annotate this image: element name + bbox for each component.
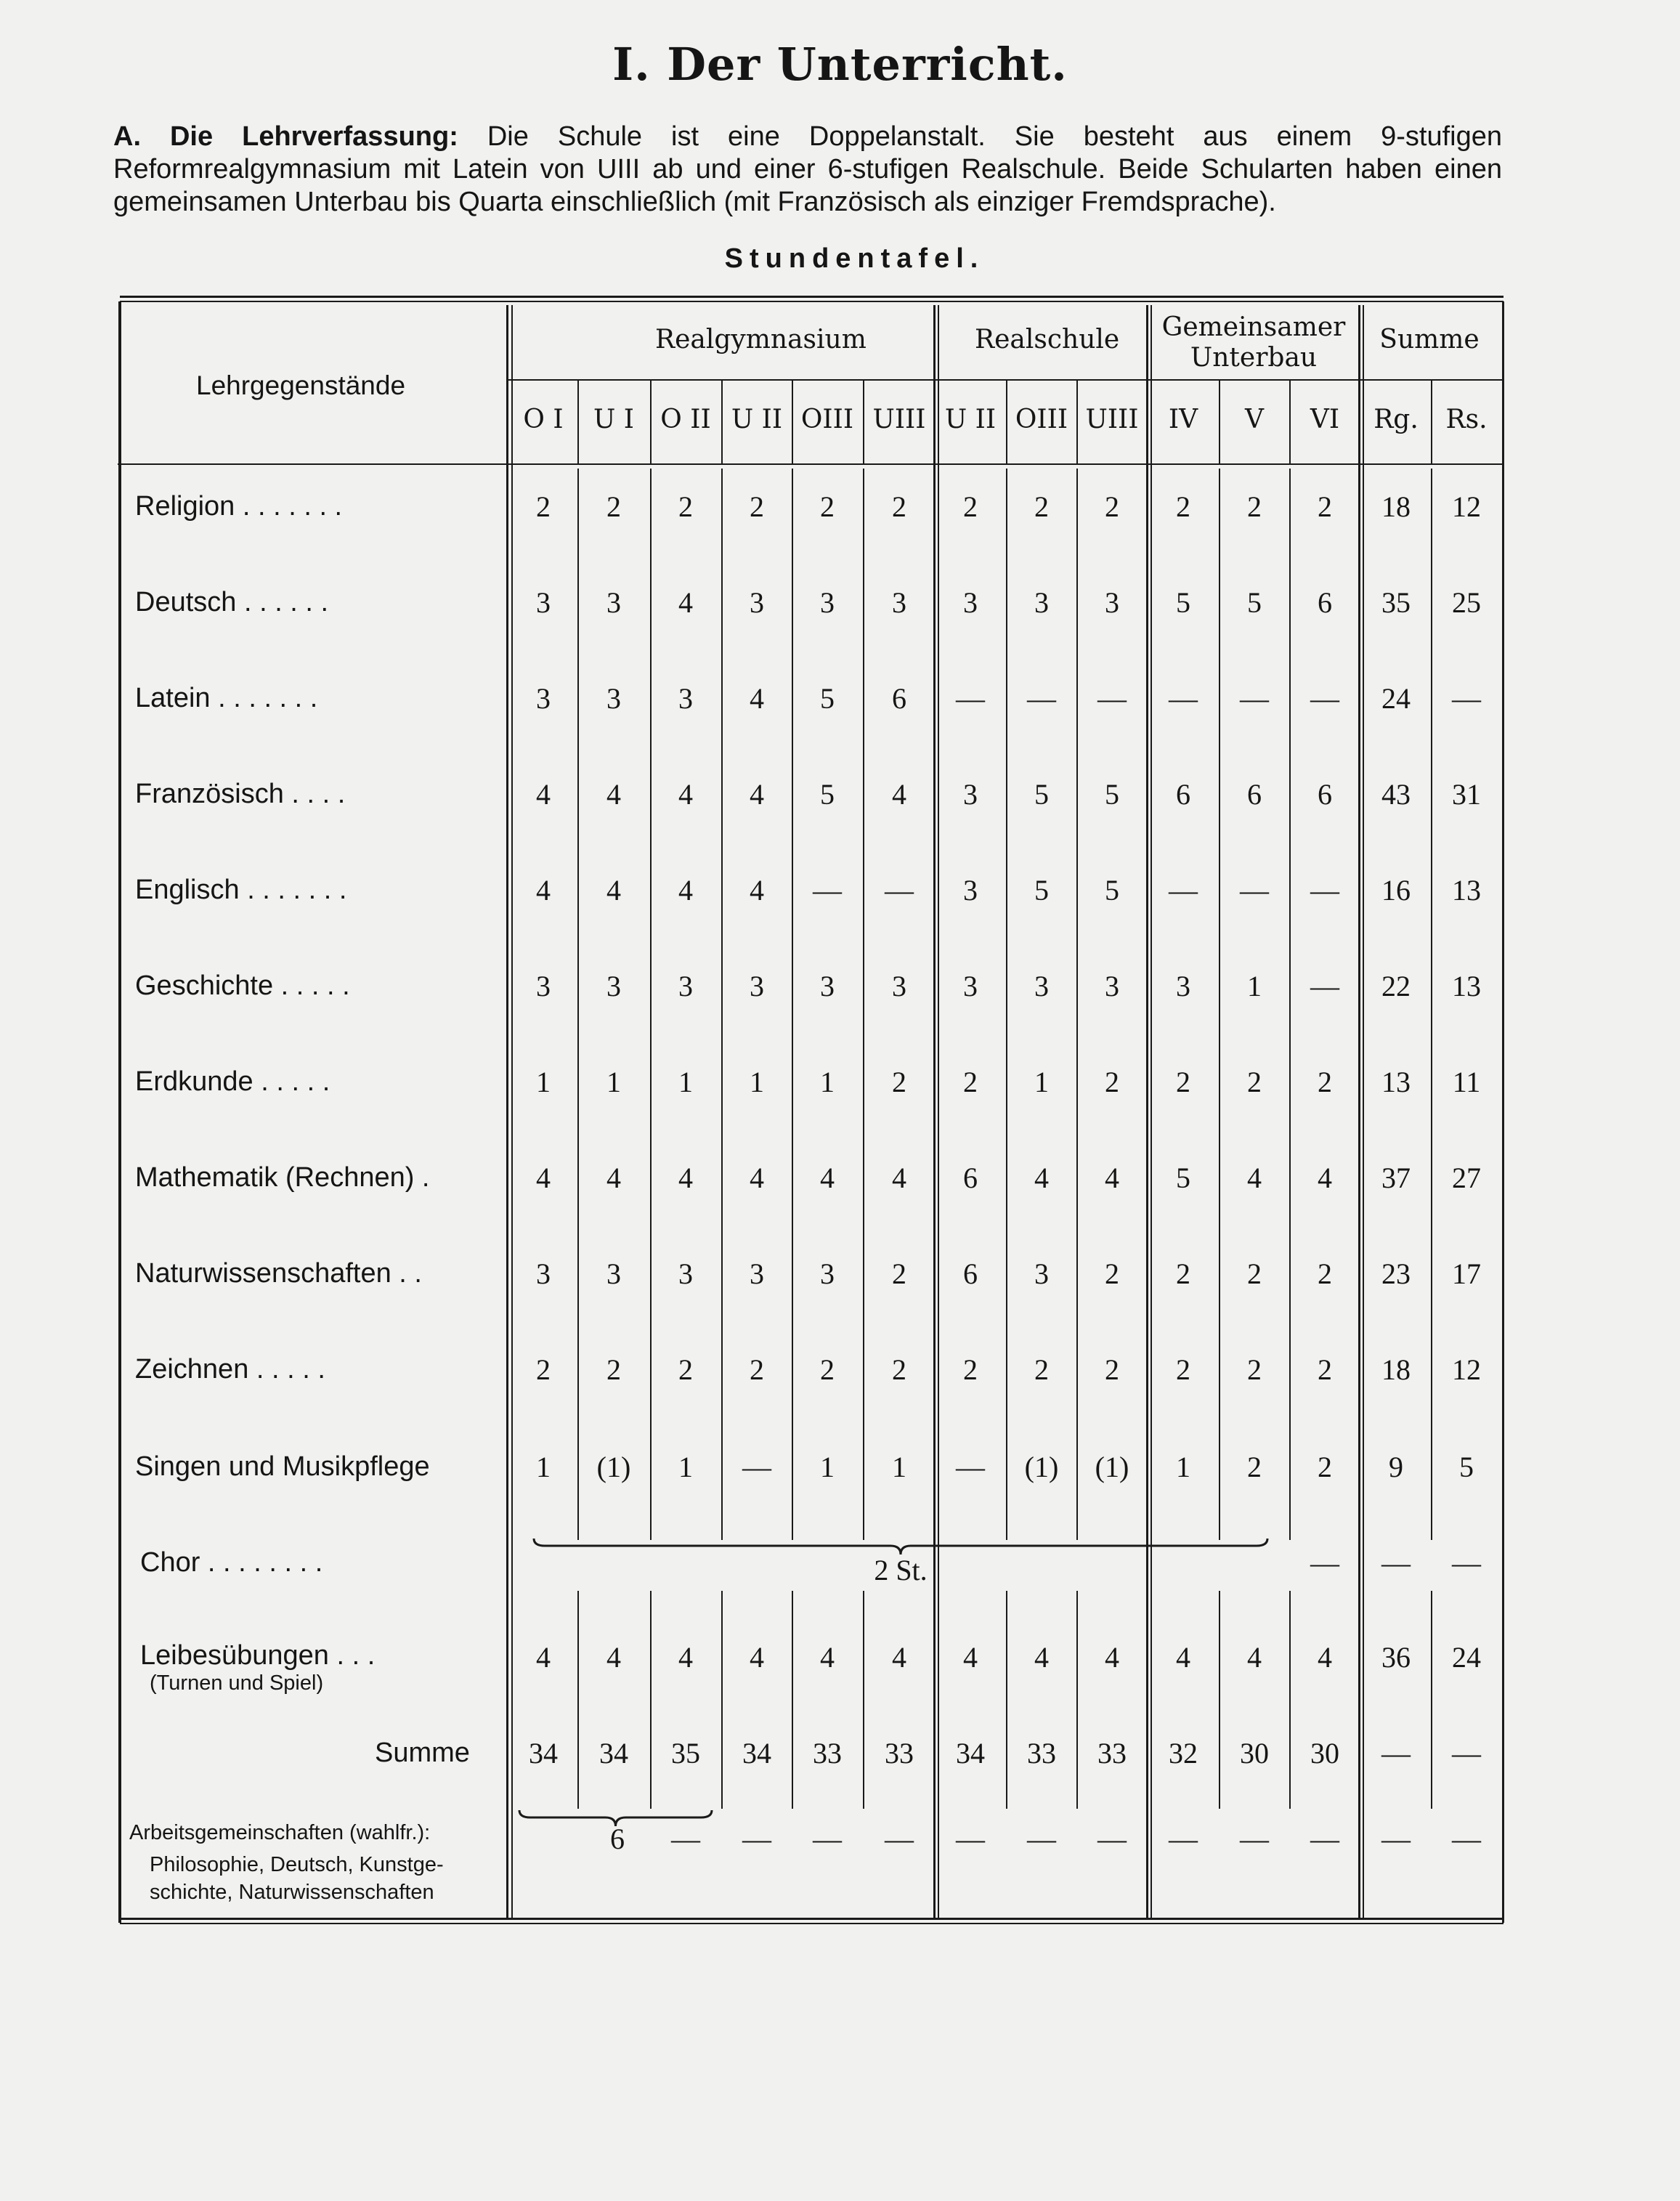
cell-10-11: 2 xyxy=(1318,1451,1332,1483)
cell-1-13: 25 xyxy=(1452,586,1481,619)
cell-8-4: 3 xyxy=(820,1257,835,1290)
col-label-9: IV xyxy=(1168,405,1198,434)
col-label-0: O I xyxy=(523,405,564,434)
col-label-8: UIII xyxy=(1085,405,1139,434)
cell-2-13: — xyxy=(1452,682,1481,715)
cell-5-12: 22 xyxy=(1381,970,1411,1002)
cell-5-5: 3 xyxy=(892,970,906,1002)
arbeit-cell-1: — xyxy=(742,1823,771,1855)
leibes-cell-9: 4 xyxy=(1176,1641,1190,1674)
cell-3-2: 4 xyxy=(678,778,693,811)
cell-0-6: 2 xyxy=(963,490,978,523)
cell-9-4: 2 xyxy=(820,1353,835,1386)
cell-3-9: 6 xyxy=(1176,778,1190,811)
subject-10: Singen und Musikpflege xyxy=(135,1451,430,1482)
cell-6-6: 2 xyxy=(963,1066,978,1098)
cell-9-2: 2 xyxy=(678,1353,693,1386)
cell-7-4: 4 xyxy=(820,1162,835,1194)
cell-4-6: 3 xyxy=(963,874,978,907)
cell-3-4: 5 xyxy=(820,778,835,811)
cell-10-5: 1 xyxy=(892,1451,906,1483)
summe-cell-2: 35 xyxy=(671,1737,700,1770)
arbeit-cell-3: — xyxy=(885,1823,914,1855)
table-top-rule-2 xyxy=(120,301,1504,302)
cell-3-13: 31 xyxy=(1452,778,1481,811)
cell-0-0: 2 xyxy=(536,490,551,523)
cell-0-10: 2 xyxy=(1247,490,1262,523)
cell-4-7: 5 xyxy=(1034,874,1049,907)
cell-2-6: — xyxy=(956,682,985,715)
cell-2-1: 3 xyxy=(606,682,621,715)
cell-0-12: 18 xyxy=(1381,490,1411,523)
summe-cell-5: 33 xyxy=(885,1737,914,1770)
arbeit-cell-6: — xyxy=(1097,1823,1127,1855)
cell-7-0: 4 xyxy=(536,1162,551,1194)
cell-4-9: — xyxy=(1169,874,1198,907)
unterbau-sep xyxy=(1146,305,1148,1918)
cell-5-7: 3 xyxy=(1034,970,1049,1002)
cell-4-3: 4 xyxy=(750,874,764,907)
cell-7-12: 37 xyxy=(1381,1162,1411,1194)
col-label-5: UIII xyxy=(872,405,926,434)
cell-8-2: 3 xyxy=(678,1257,693,1290)
cell-5-6: 3 xyxy=(963,970,978,1002)
subject-3: Französisch . . . . xyxy=(135,779,346,809)
cell-9-0: 2 xyxy=(536,1353,551,1386)
summe-cell-0: 34 xyxy=(529,1737,558,1770)
cell-4-10: — xyxy=(1240,874,1269,907)
cell-2-2: 3 xyxy=(678,682,693,715)
cell-1-6: 3 xyxy=(963,586,978,619)
subject-chor: Chor . . . . . . . . xyxy=(140,1547,323,1578)
cell-8-5: 2 xyxy=(892,1257,906,1290)
cell-9-9: 2 xyxy=(1176,1353,1190,1386)
cell-1-4: 3 xyxy=(820,586,835,619)
col-label-1: U I xyxy=(593,405,634,434)
cell-9-3: 2 xyxy=(750,1353,764,1386)
cell-8-6: 6 xyxy=(963,1257,978,1290)
cell-5-4: 3 xyxy=(820,970,835,1002)
cell-6-4: 1 xyxy=(820,1066,835,1098)
cell-8-3: 3 xyxy=(750,1257,764,1290)
cell-8-13: 17 xyxy=(1452,1257,1481,1290)
cell-9-12: 18 xyxy=(1381,1353,1411,1386)
summe-cell-1: 34 xyxy=(599,1737,628,1770)
cell-0-3: 2 xyxy=(750,490,764,523)
cell-7-7: 4 xyxy=(1034,1162,1049,1194)
cell-6-12: 13 xyxy=(1381,1066,1411,1098)
leibes-cell-5: 4 xyxy=(892,1641,906,1674)
table-top-rule xyxy=(120,296,1504,298)
table-right-border xyxy=(1502,301,1504,1923)
cell-7-8: 4 xyxy=(1105,1162,1119,1194)
subject-9: Zeichnen . . . . . xyxy=(135,1354,325,1385)
cell-3-0: 4 xyxy=(536,778,551,811)
summe-sep xyxy=(1358,305,1360,1918)
cell-2-11: — xyxy=(1310,682,1339,715)
subject-2: Latein . . . . . . . xyxy=(135,683,318,713)
chor-cell-1: — xyxy=(1381,1547,1411,1579)
table-title: Stundentafel. xyxy=(724,243,985,274)
cell-0-13: 12 xyxy=(1452,490,1481,523)
cell-2-3: 4 xyxy=(750,682,764,715)
cell-6-7: 1 xyxy=(1034,1066,1049,1098)
subject-col-border xyxy=(506,305,508,1918)
cell-1-1: 3 xyxy=(606,586,621,619)
lower-divider-4 xyxy=(863,1591,864,1809)
cell-7-1: 4 xyxy=(606,1162,621,1194)
cell-1-0: 3 xyxy=(536,586,551,619)
cell-10-4: 1 xyxy=(820,1451,835,1483)
arbeit-cell-5: — xyxy=(1027,1823,1056,1855)
cell-4-1: 4 xyxy=(606,874,621,907)
leibes-note: (Turnen und Spiel) xyxy=(150,1671,324,1695)
leibes-cell-1: 4 xyxy=(606,1641,621,1674)
summe-cell-6: 34 xyxy=(956,1737,985,1770)
leibes-cell-8: 4 xyxy=(1105,1641,1119,1674)
group-realgymnasium: Realgymnasium xyxy=(655,325,867,354)
subject-0: Religion . . . . . . . xyxy=(135,491,343,522)
cell-1-7: 3 xyxy=(1034,586,1049,619)
cell-6-13: 11 xyxy=(1452,1066,1481,1098)
cell-8-8: 2 xyxy=(1105,1257,1119,1290)
cell-1-3: 3 xyxy=(750,586,764,619)
col-label-12: Rg. xyxy=(1373,405,1419,434)
cell-6-10: 2 xyxy=(1247,1066,1262,1098)
cell-2-7: — xyxy=(1027,682,1056,715)
cell-1-9: 5 xyxy=(1176,586,1190,619)
lower-divider-3 xyxy=(792,1591,793,1809)
cell-4-5: — xyxy=(885,874,914,907)
cell-7-13: 27 xyxy=(1452,1162,1481,1194)
header-bottom-rule xyxy=(118,463,1504,465)
cell-4-2: 4 xyxy=(678,874,693,907)
cell-4-13: 13 xyxy=(1452,874,1481,907)
cell-5-2: 3 xyxy=(678,970,693,1002)
cell-5-8: 3 xyxy=(1105,970,1119,1002)
unterbau-sep-2 xyxy=(1151,305,1152,1918)
lower-divider-8 xyxy=(1289,1591,1291,1809)
arbeit-cell-4: — xyxy=(956,1823,985,1855)
cell-9-13: 12 xyxy=(1452,1353,1481,1386)
cell-3-6: 3 xyxy=(963,778,978,811)
arbeit-cell-8: — xyxy=(1240,1823,1269,1855)
lower-divider-2 xyxy=(721,1591,723,1809)
cell-3-8: 5 xyxy=(1105,778,1119,811)
cell-8-7: 3 xyxy=(1034,1257,1049,1290)
cell-1-2: 4 xyxy=(678,586,693,619)
page-title: I. Der Unterricht. xyxy=(612,38,1068,91)
cell-10-3: — xyxy=(742,1451,771,1483)
cell-9-1: 2 xyxy=(606,1353,621,1386)
cell-7-5: 4 xyxy=(892,1162,906,1194)
cell-0-1: 2 xyxy=(606,490,621,523)
subject-8: Naturwissenschaften . . xyxy=(135,1258,422,1289)
table-bottom-rule-2 xyxy=(120,1923,1504,1924)
cell-1-8: 3 xyxy=(1105,586,1119,619)
leibes-cell-6: 4 xyxy=(963,1641,978,1674)
summe-cell-10: 30 xyxy=(1240,1737,1269,1770)
cell-8-1: 3 xyxy=(606,1257,621,1290)
arbeit-cell-9: — xyxy=(1310,1823,1339,1855)
cell-10-8: (1) xyxy=(1095,1451,1129,1483)
cell-6-9: 2 xyxy=(1176,1066,1190,1098)
cell-10-6: — xyxy=(956,1451,985,1483)
cell-3-5: 4 xyxy=(892,778,906,811)
col-label-2: O II xyxy=(660,405,711,434)
cell-5-0: 3 xyxy=(536,970,551,1002)
cell-3-1: 4 xyxy=(606,778,621,811)
cell-10-13: 5 xyxy=(1459,1451,1474,1483)
subject-col-border-2 xyxy=(511,305,513,1918)
cell-4-0: 4 xyxy=(536,874,551,907)
summe-cell-13: — xyxy=(1452,1737,1481,1770)
summe-cell-4: 33 xyxy=(813,1737,842,1770)
leibes-cell-0: 4 xyxy=(536,1641,551,1674)
cell-8-10: 2 xyxy=(1247,1257,1262,1290)
arbeit-line-2: Philosophie, Deutsch, Kunstge- xyxy=(150,1853,444,1876)
cell-2-12: 24 xyxy=(1381,682,1411,715)
cell-9-8: 2 xyxy=(1105,1353,1119,1386)
arbeit-cell-0: — xyxy=(671,1823,700,1855)
leibes-cell-7: 4 xyxy=(1034,1641,1049,1674)
cell-0-11: 2 xyxy=(1318,490,1332,523)
cell-8-12: 23 xyxy=(1381,1257,1411,1290)
lower-divider-9 xyxy=(1431,1591,1432,1809)
cell-6-5: 2 xyxy=(892,1066,906,1098)
group-gemeinsamer-unterbau: Gemeinsamer Unterbau xyxy=(1161,312,1346,373)
table-left-border xyxy=(118,301,121,1923)
cell-8-9: 2 xyxy=(1176,1257,1190,1290)
cell-6-2: 1 xyxy=(678,1066,693,1098)
cell-3-7: 5 xyxy=(1034,778,1049,811)
intro-lead: A. Die Lehrverfassung: xyxy=(113,121,458,152)
cell-10-2: 1 xyxy=(678,1451,693,1483)
summe-cell-7: 33 xyxy=(1027,1737,1056,1770)
cell-2-8: — xyxy=(1097,682,1127,715)
cell-5-3: 3 xyxy=(750,970,764,1002)
cell-5-9: 3 xyxy=(1176,970,1190,1002)
cell-3-3: 4 xyxy=(750,778,764,811)
chor-span-label: 2 St. xyxy=(874,1554,928,1586)
lower-divider-7 xyxy=(1219,1591,1220,1809)
cell-9-5: 2 xyxy=(892,1353,906,1386)
cell-10-7: (1) xyxy=(1024,1451,1059,1483)
cell-6-1: 1 xyxy=(606,1066,621,1098)
cell-10-12: 9 xyxy=(1389,1451,1403,1483)
summe-cell-9: 32 xyxy=(1169,1737,1198,1770)
cell-9-6: 2 xyxy=(963,1353,978,1386)
cell-1-12: 35 xyxy=(1381,586,1411,619)
cell-7-9: 5 xyxy=(1176,1162,1190,1194)
leibes-cell-2: 4 xyxy=(678,1641,693,1674)
realschule-sep-2 xyxy=(938,305,939,1918)
intro-text: Die Schule ist eine Doppelanstalt. Sie besteht aus einem 9-stufigen Reformrealgymnasium mit Latein von UIII ab und einer 6-stufigen Realschule. Beide Schularten haben einen gemeinsamen Unterbau bis Quarta einschließlich (mit Französisch als einziger Fremdsprache). xyxy=(113,121,1502,217)
subject-7: Mathematik (Rechnen) . xyxy=(135,1162,430,1193)
cell-0-8: 2 xyxy=(1105,490,1119,523)
intro-paragraph xyxy=(113,121,1502,219)
arbeit-cell-2: — xyxy=(813,1823,842,1855)
cell-10-1: (1) xyxy=(596,1451,631,1483)
cell-9-11: 2 xyxy=(1318,1353,1332,1386)
cell-10-0: 1 xyxy=(536,1451,551,1483)
leibes-cell-4: 4 xyxy=(820,1641,835,1674)
summe-sep-2 xyxy=(1363,305,1364,1918)
cell-1-11: 6 xyxy=(1318,586,1332,619)
cell-4-4: — xyxy=(813,874,842,907)
summe-cell-3: 34 xyxy=(742,1737,771,1770)
cell-2-0: 3 xyxy=(536,682,551,715)
cell-0-7: 2 xyxy=(1034,490,1049,523)
cell-3-12: 43 xyxy=(1381,778,1411,811)
col-label-4: OIII xyxy=(800,405,854,434)
col-label-6: U II xyxy=(944,405,997,434)
cell-5-1: 3 xyxy=(606,970,621,1002)
col-label-10: V xyxy=(1245,405,1264,434)
lower-divider-5 xyxy=(1006,1591,1007,1809)
cell-6-8: 2 xyxy=(1105,1066,1119,1098)
cell-8-0: 3 xyxy=(536,1257,551,1290)
col-label-3: U II xyxy=(731,405,783,434)
cell-3-11: 6 xyxy=(1318,778,1332,811)
realschule-sep xyxy=(933,305,936,1918)
cell-1-5: 3 xyxy=(892,586,906,619)
cell-4-8: 5 xyxy=(1105,874,1119,907)
chor-cell-2: — xyxy=(1452,1547,1481,1579)
subject-4: Englisch . . . . . . . xyxy=(135,875,347,905)
cell-7-3: 4 xyxy=(750,1162,764,1194)
cell-8-11: 2 xyxy=(1318,1257,1332,1290)
summe-cell-12: — xyxy=(1381,1737,1411,1770)
arbeit-line-1: Arbeitsgemeinschaften (wahlfr.): xyxy=(129,1821,431,1844)
col-label-13: Rs. xyxy=(1445,405,1488,434)
cell-0-4: 2 xyxy=(820,490,835,523)
cell-7-6: 6 xyxy=(963,1162,978,1194)
cell-6-0: 1 xyxy=(536,1066,551,1098)
cell-0-5: 2 xyxy=(892,490,906,523)
cell-7-10: 4 xyxy=(1247,1162,1262,1194)
cell-9-10: 2 xyxy=(1247,1353,1262,1386)
arbeit-cell-7: — xyxy=(1169,1823,1198,1855)
subject-6: Erdkunde . . . . . xyxy=(135,1066,330,1097)
leibes-cell-12: 36 xyxy=(1381,1641,1411,1674)
cell-5-11: — xyxy=(1310,970,1339,1002)
arbeit-line-3: schichte, Naturwissenschaften xyxy=(150,1881,434,1904)
cell-6-3: 1 xyxy=(750,1066,764,1098)
cell-7-2: 4 xyxy=(678,1162,693,1194)
cell-5-13: 13 xyxy=(1452,970,1481,1002)
cell-2-9: — xyxy=(1169,682,1198,715)
cell-5-10: 1 xyxy=(1247,970,1262,1002)
col-label-7: OIII xyxy=(1015,405,1068,434)
cell-0-2: 2 xyxy=(678,490,693,523)
leibes-cell-13: 24 xyxy=(1452,1641,1481,1674)
cell-2-5: 6 xyxy=(892,682,906,715)
arbeit-span-label: 6 xyxy=(610,1823,625,1855)
cell-10-10: 2 xyxy=(1247,1451,1262,1483)
leibes-cell-3: 4 xyxy=(750,1641,764,1674)
subject-5: Geschichte . . . . . xyxy=(135,970,350,1001)
cell-3-10: 6 xyxy=(1247,778,1262,811)
subject-summe: Summe xyxy=(375,1738,470,1768)
cell-0-9: 2 xyxy=(1176,490,1190,523)
subject-header: Lehrgegenstände xyxy=(196,370,406,400)
lower-divider-6 xyxy=(1076,1591,1078,1809)
cell-4-12: 16 xyxy=(1381,874,1411,907)
summe-cell-8: 33 xyxy=(1097,1737,1127,1770)
leibes-cell-10: 4 xyxy=(1247,1641,1262,1674)
table-bottom-rule xyxy=(120,1918,1504,1920)
chor-cell-0: — xyxy=(1310,1547,1339,1579)
cell-7-11: 4 xyxy=(1318,1162,1332,1194)
cell-9-7: 2 xyxy=(1034,1353,1049,1386)
subject-1: Deutsch . . . . . . xyxy=(135,587,329,617)
cell-10-9: 1 xyxy=(1176,1451,1190,1483)
cell-4-11: — xyxy=(1310,874,1339,907)
group-summe: Summe xyxy=(1379,325,1480,354)
arbeit-cell-10: — xyxy=(1381,1823,1411,1855)
lower-divider-1 xyxy=(650,1591,652,1809)
group-realschule: Realschule xyxy=(975,325,1120,354)
leibes-cell-11: 4 xyxy=(1318,1641,1332,1674)
cell-2-4: 5 xyxy=(820,682,835,715)
lower-divider-0 xyxy=(577,1591,579,1809)
cell-1-10: 5 xyxy=(1247,586,1262,619)
arbeit-cell-11: — xyxy=(1452,1823,1481,1855)
cell-6-11: 2 xyxy=(1318,1066,1332,1098)
summe-cell-11: 30 xyxy=(1310,1737,1339,1770)
col-label-11: VI xyxy=(1310,405,1340,434)
cell-2-10: — xyxy=(1240,682,1269,715)
subject-leibesuebungen: Leibesübungen . . . xyxy=(140,1640,376,1671)
